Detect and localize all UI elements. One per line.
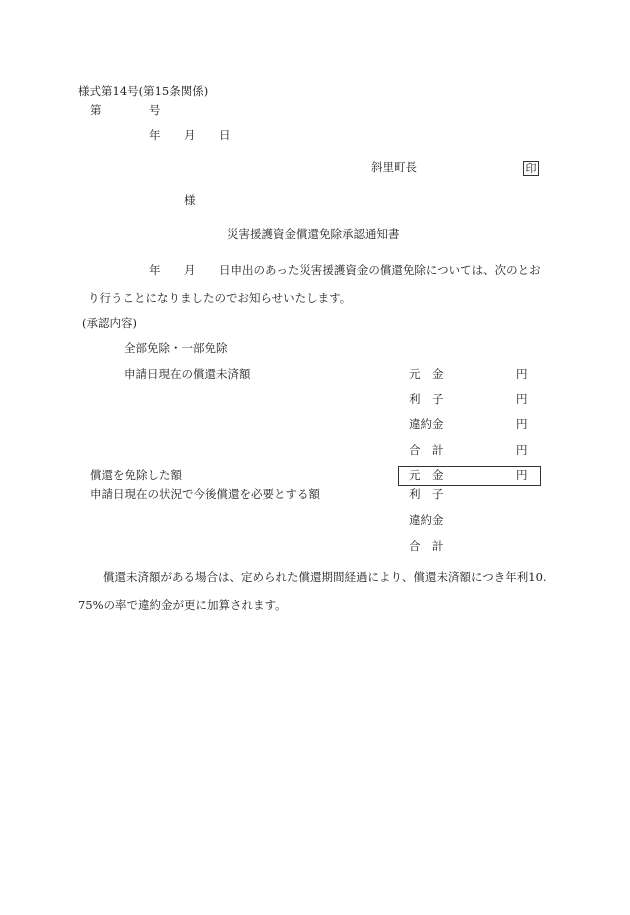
future-penalty-label: 違約金	[409, 513, 444, 527]
exempted-label: 償還を免除した額	[90, 468, 182, 482]
form-label: 様式第14号(第15条関係)	[78, 84, 209, 98]
body-text-line2: り行うことになりましたのでお知らせいたします。	[88, 291, 352, 305]
note-line1: 償還未済額がある場合は、定められた償還期間経過により、償還未済額につき年利10.	[103, 570, 547, 584]
body-text-line1: 日申出のあった災害援護資金の償還免除については、次のとお	[219, 263, 541, 277]
future-total-label: 合 計	[409, 539, 444, 553]
outstanding-interest-unit: 円	[516, 392, 528, 406]
future-interest-label: 利 子	[409, 487, 444, 501]
outstanding-total-label: 合 計	[409, 443, 444, 457]
date-day: 日	[219, 128, 231, 142]
outstanding-label: 申請日現在の償還未済額	[124, 367, 251, 381]
date-year: 年	[149, 128, 161, 142]
outstanding-principal-label: 元 金	[409, 367, 444, 381]
exempted-principal-label: 元 金	[409, 468, 444, 482]
number-suffix: 号	[149, 103, 161, 117]
section-heading: (承認内容)	[82, 316, 137, 330]
exempted-principal-unit: 円	[516, 468, 528, 482]
outstanding-penalty-unit: 円	[516, 417, 528, 431]
date-month: 月	[184, 128, 196, 142]
number-prefix: 第	[90, 103, 102, 117]
body-year: 年	[149, 263, 161, 277]
document-title: 災害援護資金償還免除承認通知書	[227, 227, 400, 241]
outstanding-penalty-label: 違約金	[409, 417, 444, 431]
seal-stamp: 印	[523, 161, 539, 176]
note-line2: 75%の率で違約金が更に加算されます。	[78, 598, 287, 612]
outstanding-principal-unit: 円	[516, 367, 528, 381]
addressee-suffix: 様	[184, 193, 196, 207]
body-month: 月	[184, 263, 196, 277]
exemption-type: 全部免除・一部免除	[124, 341, 228, 355]
future-label: 申請日現在の状況で今後償還を必要とする額	[90, 487, 320, 501]
outstanding-total-unit: 円	[516, 443, 528, 457]
outstanding-interest-label: 利 子	[409, 392, 444, 406]
issuer: 斜里町長	[371, 160, 417, 174]
